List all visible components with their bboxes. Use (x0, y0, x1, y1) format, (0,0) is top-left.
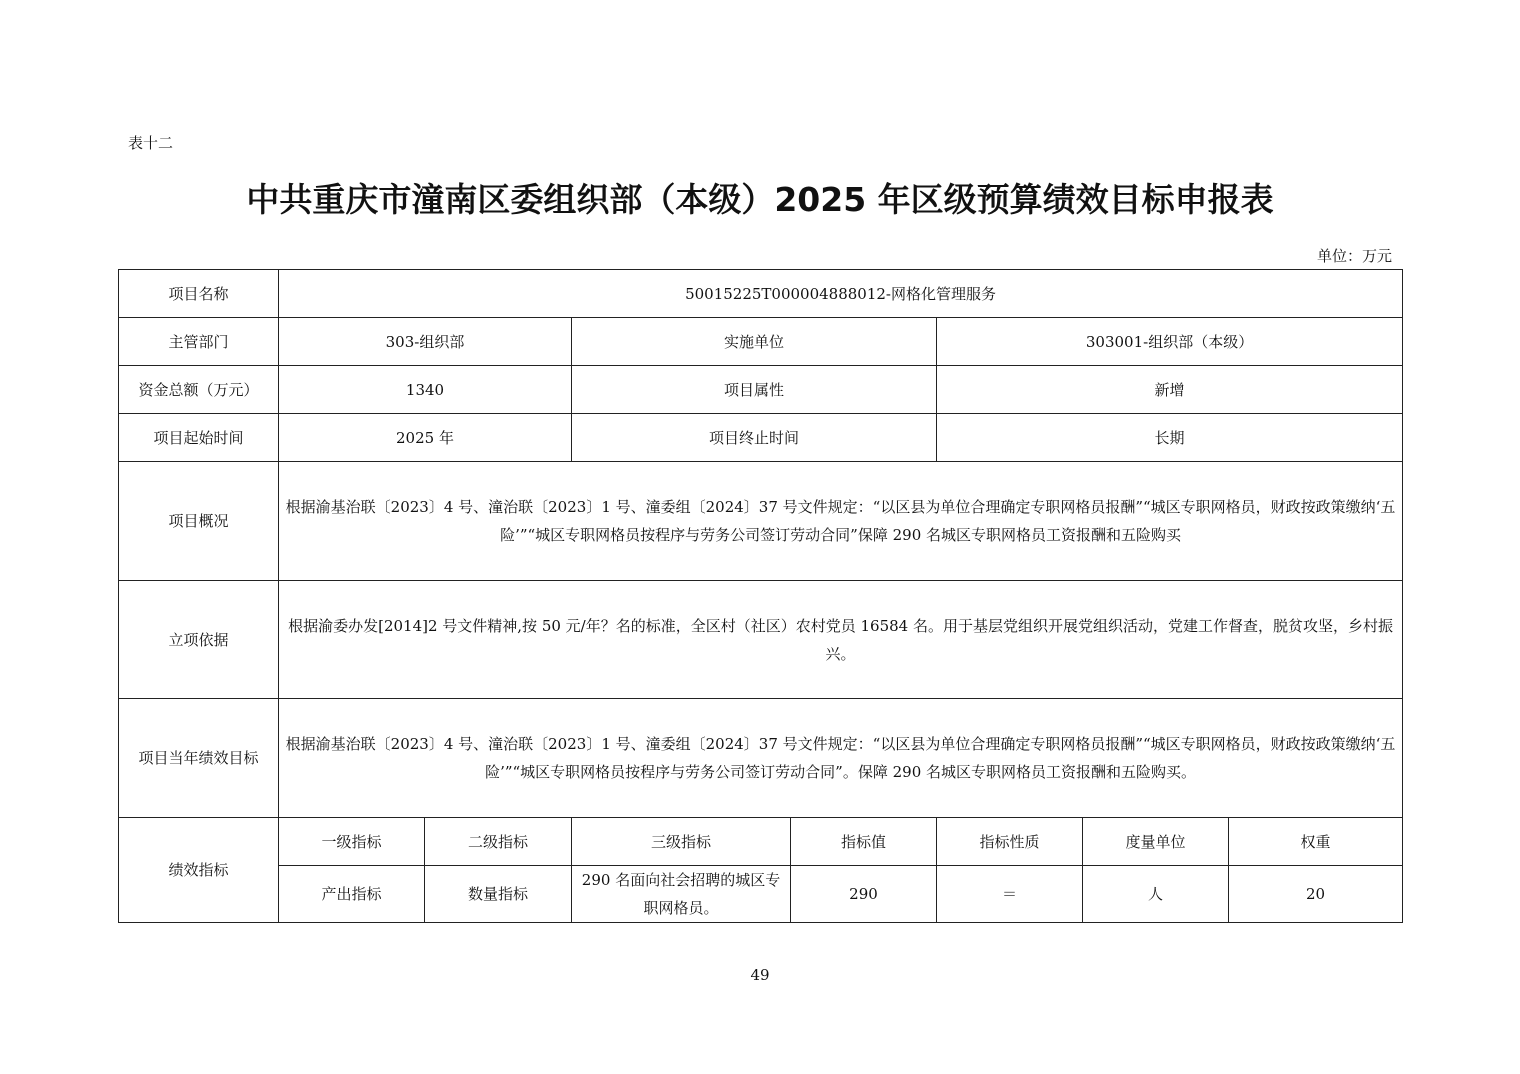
header-level2: 二级指标 (425, 818, 572, 866)
header-level1: 一级指标 (279, 818, 425, 866)
table-row (119, 270, 1403, 318)
table-row (119, 366, 1403, 414)
dept-label: 主管部门 (119, 318, 279, 366)
table-row (119, 462, 1403, 581)
header-weight: 权重 (1229, 818, 1403, 866)
dept-value: 303-组织部 (279, 318, 572, 366)
table-row (119, 866, 1403, 923)
overview-value: 根据渝基治联〔2023〕4 号、潼治联〔2023〕1 号、潼委组〔2024〕37 号文件规定：“以区县为单位合理确定专职网格员报酬”“城区专职网格员，财政按政策缴纳‘五险’”“城区专职网格员按程序与劳务公司签订劳动合同”保障 290 名城区专职网格员工资报酬和五险购买 (279, 462, 1403, 581)
goal-value: 根据渝基治联〔2023〕4 号、潼治联〔2023〕1 号、潼委组〔2024〕37 号文件规定：“以区县为单位合理确定专职网格员报酬”“城区专职网格员，财政按政策缴纳‘五险’”“城区专职网格员按程序与劳务公司签订劳动合同”。保障 290 名城区专职网格员工资报酬和五险购买。 (279, 699, 1403, 818)
impl-unit-value: 303001-组织部（本级） (937, 318, 1403, 366)
header-value: 指标值 (791, 818, 937, 866)
indicators-label: 绩效指标 (119, 818, 279, 923)
goal-label: 项目当年绩效目标 (119, 699, 279, 818)
table-row (119, 581, 1403, 699)
project-name-label: 项目名称 (119, 270, 279, 318)
table-row (119, 699, 1403, 818)
indicator-level1: 产出指标 (279, 866, 425, 923)
end-time-value: 长期 (937, 414, 1403, 462)
impl-unit-label: 实施单位 (572, 318, 937, 366)
document-title: 中共重庆市潼南区委组织部（本级）2025 年区级预算绩效目标申报表 (246, 180, 1274, 219)
table-number: 表十二 (128, 134, 174, 152)
table-row (119, 318, 1403, 366)
overview-label: 项目概况 (119, 462, 279, 581)
indicator-value: 290 (791, 866, 937, 923)
indicator-nature: ＝ (937, 866, 1083, 923)
basis-value: 根据渝委办发[2014]2 号文件精神,按 50 元/年？名的标准，全区村（社区）农村党员 16584 名。用于基层党组织开展党组织活动，党建工作督查，脱贫攻坚，乡村振兴。 (279, 581, 1403, 699)
unit-note: 单位：万元 (1316, 247, 1392, 265)
header-nature: 指标性质 (937, 818, 1083, 866)
funds-label: 资金总额（万元） (119, 366, 279, 414)
funds-value: 1340 (279, 366, 572, 414)
table-row (119, 414, 1403, 462)
indicator-weight: 20 (1229, 866, 1403, 923)
indicator-level2: 数量指标 (425, 866, 572, 923)
table-row (119, 818, 1403, 866)
start-time-label: 项目起始时间 (119, 414, 279, 462)
start-time-value: 2025 年 (279, 414, 572, 462)
header-level3: 三级指标 (572, 818, 791, 866)
attribute-value: 新增 (937, 366, 1403, 414)
header-unit: 度量单位 (1083, 818, 1229, 866)
end-time-label: 项目终止时间 (572, 414, 937, 462)
indicator-unit: 人 (1083, 866, 1229, 923)
indicator-level3: 290 名面向社会招聘的城区专职网格员。 (572, 866, 791, 923)
basis-label: 立项依据 (119, 581, 279, 699)
budget-table (118, 269, 1403, 923)
project-name-value: 50015225T000004888012-网格化管理服务 (279, 270, 1403, 318)
page-number: 49 (750, 966, 770, 984)
attribute-label: 项目属性 (572, 366, 937, 414)
